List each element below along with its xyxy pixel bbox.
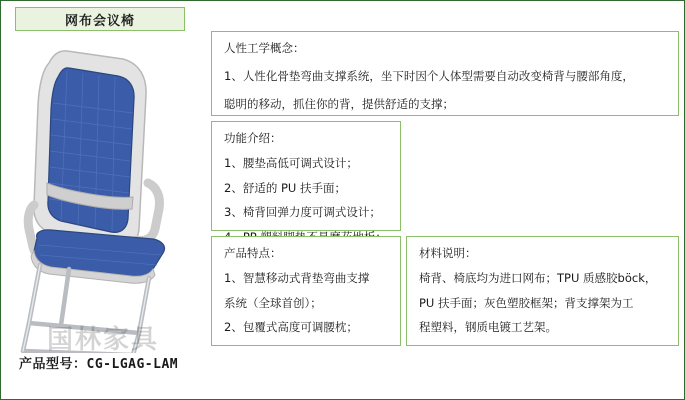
functions-item-1: 1、腰垫高低可调式设计； [224, 155, 358, 170]
product-image [7, 33, 207, 353]
functions-box [211, 121, 401, 231]
features-box [211, 236, 401, 346]
materials-line-2: PU 扶手面；灰色塑胶框架；背支撑架为工 [419, 295, 634, 310]
watermark-text: 国林家具 [47, 325, 160, 355]
page-title-bar [15, 7, 185, 31]
ergonomics-heading: 人性工学概念： [224, 41, 305, 55]
page-title: 网布会议椅 [64, 13, 135, 29]
functions-heading: 功能介绍： [224, 131, 282, 145]
features-item-2: 2、包覆式高度可调腰枕； [224, 320, 358, 335]
product-model [19, 353, 178, 372]
materials-line-1: 椅背、椅底均为进口网布；TPU 质感胶böck， [419, 270, 657, 285]
materials-line-3: 程塑料，钢质电镀工艺架。 [419, 320, 557, 335]
product-model-label: 产品型号： [19, 357, 87, 372]
ergonomics-box [211, 31, 679, 116]
chair-illustration [7, 33, 207, 353]
features-item-1: 1、智慧移动式背垫弯曲支撑 [224, 270, 370, 285]
materials-box [406, 236, 679, 346]
functions-item-3: 3、椅背回弹力度可调式设计； [224, 205, 381, 220]
features-heading: 产品特点： [224, 246, 282, 260]
ergonomics-line-2: 聪明的移动，抓住你的背，提供舒适的支撑； [224, 96, 454, 111]
functions-item-2: 2、舒适的 PU 扶手面； [224, 180, 346, 195]
product-model-value: CG-LGAG-LAM [86, 357, 179, 372]
features-item-1-cont: 系统（全球首创）； [224, 295, 322, 310]
materials-heading: 材料说明： [419, 246, 477, 260]
ergonomics-line-1: 1、人性化骨垫弯曲支撑系统，坐下时因个人体型需要自动改变椅背与腰部角度， [224, 68, 634, 83]
